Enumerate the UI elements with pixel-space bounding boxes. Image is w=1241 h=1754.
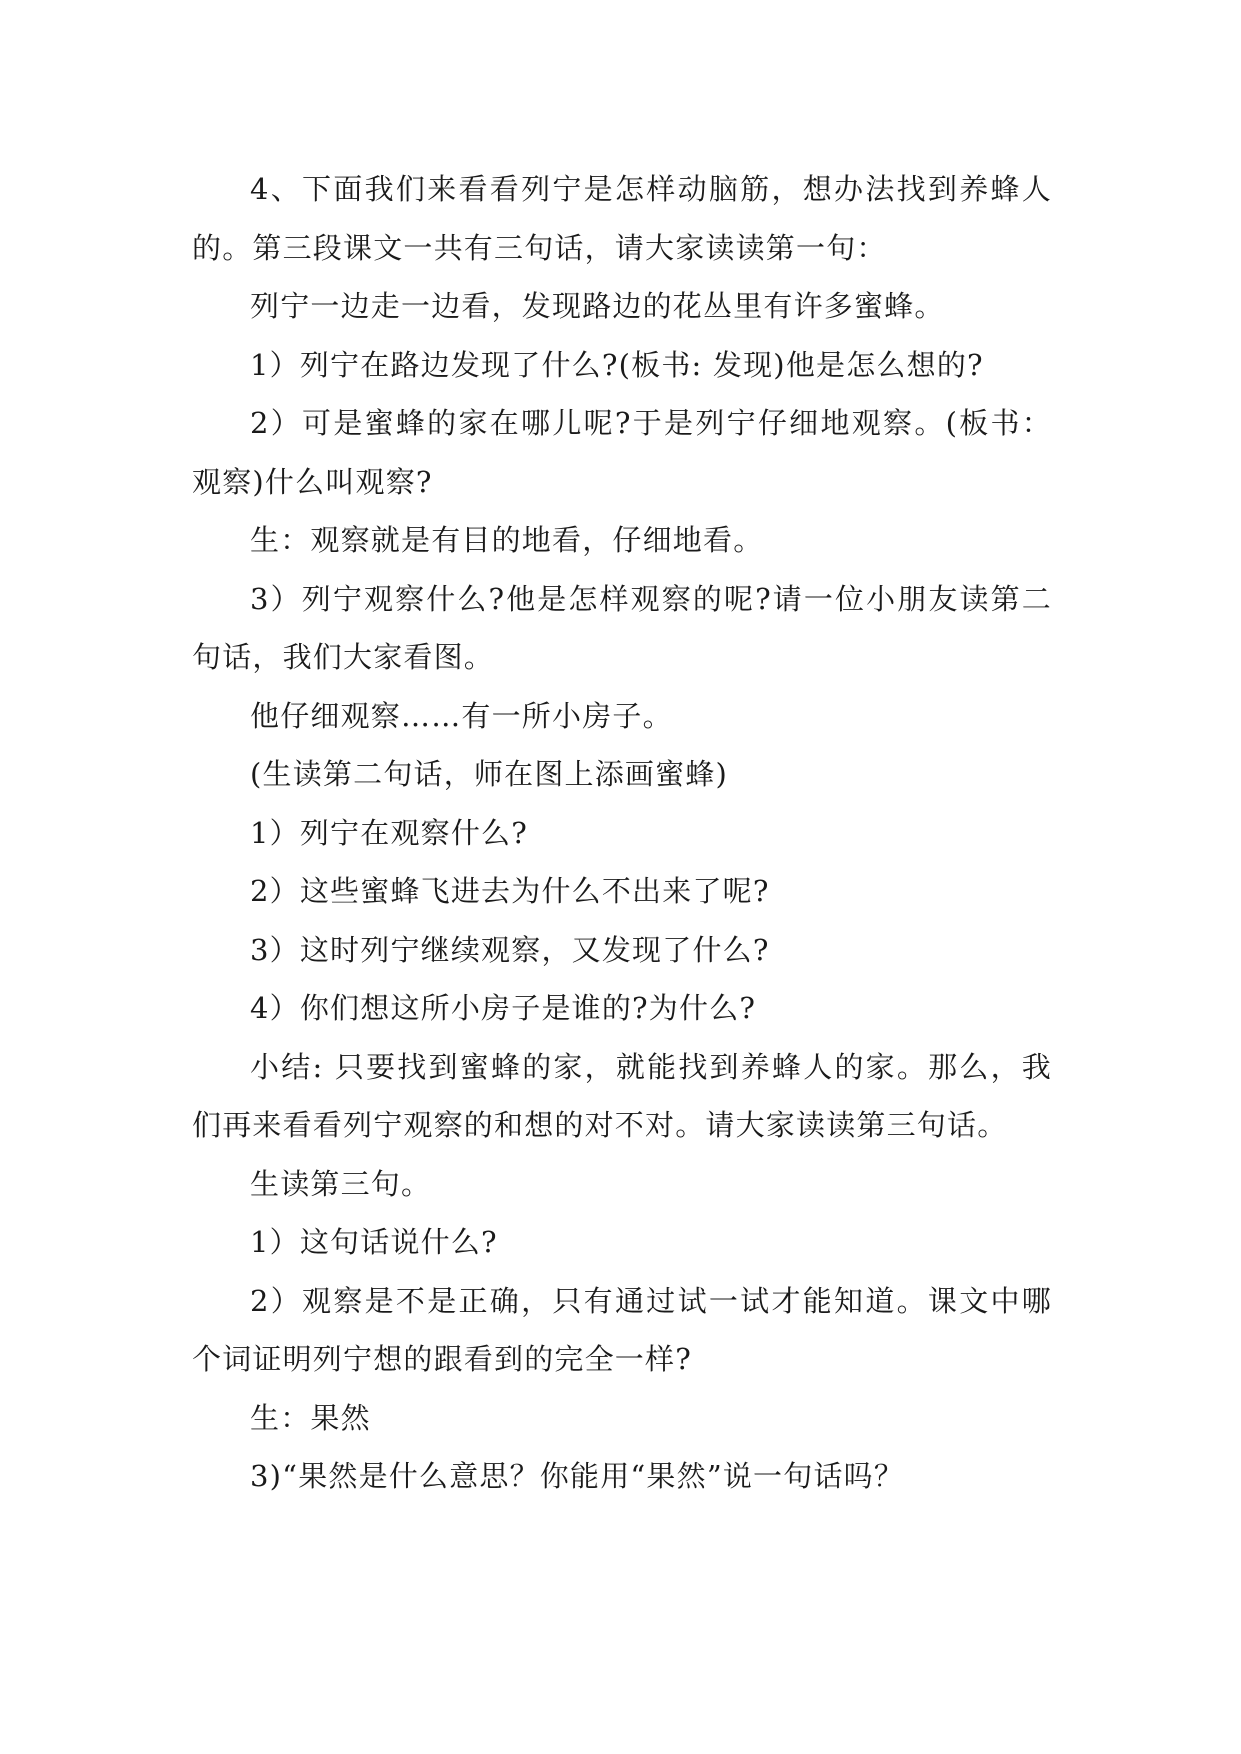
paragraph-17: 生：果然 bbox=[250, 1400, 371, 1435]
paragraph-12: 4）你们想这所小房子是谁的?为什么? bbox=[250, 991, 757, 1025]
paragraph-16: 2）观察是不是正确，只有通过试一试才能知道。课文中哪个词证明列宁想的跟看到的完全一样? bbox=[192, 1283, 1052, 1376]
paragraph-8: (生读第二句话，师在图上添画蜜蜂) bbox=[250, 757, 729, 791]
paragraph-15: 1）这句话说什么? bbox=[250, 1225, 498, 1259]
paragraph-1: 4、下面我们来看看列宁是怎样动脑筋，想办法找到养蜂人的。第三段课文一共有三句话，请大家读读第一句： bbox=[192, 172, 1052, 265]
paragraph-7: 他仔细观察……有一所小房子。 bbox=[250, 698, 673, 733]
paragraph-13: 小结: 只要找到蜜蜂的家，就能找到养蜂人的家。那么，我们再来看看列宁观察的和想的对不对。请大家读读第三句话。 bbox=[192, 1049, 1052, 1142]
paragraph-11: 3）这时列宁继续观察，又发现了什么? bbox=[250, 932, 770, 967]
paragraph-5: 生：观察就是有目的地看，仔细地看。 bbox=[250, 523, 764, 557]
paragraph-14: 生读第三句。 bbox=[250, 1166, 432, 1201]
paragraph-18: 3)“果然是什么意思？你能用“果然”说一句话吗？ bbox=[250, 1459, 905, 1493]
paragraph-2: 列宁一边走一边看，发现路边的花丛里有许多蜜蜂。 bbox=[250, 289, 945, 323]
document-body bbox=[192, 160, 1052, 1506]
paragraph-3: 1）列宁在路边发现了什么?(板书: 发现)他是怎么想的? bbox=[250, 347, 984, 382]
paragraph-9: 1）列宁在观察什么? bbox=[250, 815, 528, 850]
paragraph-4: 2）可是蜜蜂的家在哪儿呢?于是列宁仔细地观察。(板书：观察)什么叫观察? bbox=[192, 406, 1052, 499]
paragraph-6: 3）列宁观察什么?他是怎样观察的呢?请一位小朋友读第二句话，我们大家看图。 bbox=[192, 581, 1052, 674]
paragraph-10: 2）这些蜜蜂飞进去为什么不出来了呢? bbox=[250, 874, 770, 908]
